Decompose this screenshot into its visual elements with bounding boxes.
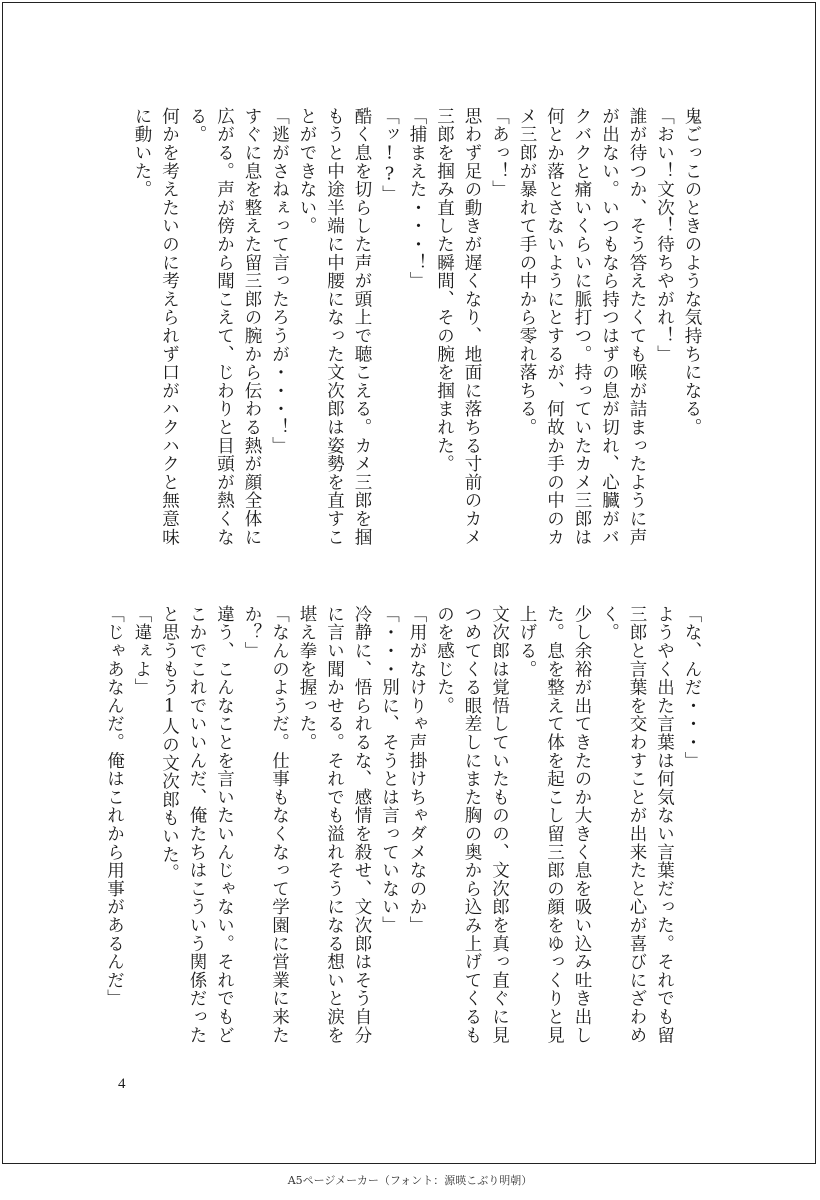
paragraph: 「おい！文次！待ちやがれ！」 bbox=[654, 107, 675, 364]
paragraph: すぐに息を整えた留三郎の腕から伝わる熱が顔全体に広がる。声が傍から聞こえて、じわりと目頭が熱くなる。 bbox=[187, 107, 262, 547]
page-number: 4 bbox=[118, 1076, 126, 1092]
paragraph: 誰が待つか、そう答えたくても喉が詰まったように声が出ない。いつもなら持つはずの息が切れ、心臓がバクバクと痛いくらいに脈打つ。持っていたカメ三郎は何とか落とさないようにとするが、何故か手の中のカメ三郎が暴れて手の中から零れ落ちる。 bbox=[517, 107, 647, 547]
paragraph: 違う、こんなことを言いたいんじゃない。それでもどこかでこれでいいんだ、俺たちはこういう関係だったと思うもう1人の文次郎もいた。 bbox=[159, 605, 235, 1045]
lower-text-block bbox=[104, 605, 705, 1045]
paragraph: 文次郎は覚悟していたものの、文次郎を真っ直ぐに見つめてくる眼差しにまた胸の奥から込み上げてくるものを感じた。 bbox=[434, 605, 510, 1045]
paragraph: ようやく出た言葉は何気ない言葉だった。それでも留三郎と言葉を交わすことが出来たと心が喜びにざわめく。 bbox=[599, 605, 675, 1045]
paragraph: 「逃がさねぇって言ったろうが・・・！」 bbox=[269, 107, 290, 455]
paragraph: 少し余裕が出てきたのか大きく息を吸い込み吐き出した。息を整えて体を起こし留三郎の顔をゆっくりと見上げる。 bbox=[517, 605, 592, 1045]
paragraph: 鬼ごっこのときのような気持ちになる。 bbox=[682, 107, 702, 437]
paragraph: 何かを考えたいのに考えられず口がハクハクと無意味に動いた。 bbox=[132, 107, 180, 547]
paragraph: 「じゃあなんだ。俺はこれから用事があるんだ」 bbox=[104, 605, 125, 1008]
footer-credit: A5ページメーカー（フォント：源暎こぶり明朝） bbox=[287, 1174, 533, 1187]
paragraph: 「用がなけりゃ声掛けちゃダメなのか」 bbox=[407, 605, 427, 935]
paragraph: 思わず足の動きが遅くなり、地面に落ちる寸前のカメ三郎を掴み直した瞬間、その腕を掴まれた。 bbox=[434, 107, 482, 547]
paragraph: 「なんのようだ。仕事もなくなって学園に営業に来たか？」 bbox=[242, 605, 290, 1045]
paragraph: 「・・・別に、そうとは言っていない」 bbox=[379, 605, 400, 935]
paragraph: 冷静に、悟られるな、感情を殺せ、文次郎はそう自分に言い聞かせる。それでも溢れそうになる想いと涙を堪え拳を握った。 bbox=[297, 605, 372, 1045]
paragraph: 「捕まえた・・・！」 bbox=[407, 107, 427, 290]
paragraph: 「違ぇよ」 bbox=[132, 605, 152, 697]
paragraph: 「ッ!?」 bbox=[379, 107, 400, 204]
upper-text-block bbox=[125, 107, 705, 547]
paragraph: 「な、んだ・・・」 bbox=[682, 605, 702, 770]
paragraph: 「あっ！」 bbox=[489, 107, 510, 199]
paragraph: 酷く息を切らした声が頭上で聴こえる。カメ三郎を掴もうと中途半端に中腰になった文次郎は姿勢を直すことができない。 bbox=[297, 107, 372, 547]
